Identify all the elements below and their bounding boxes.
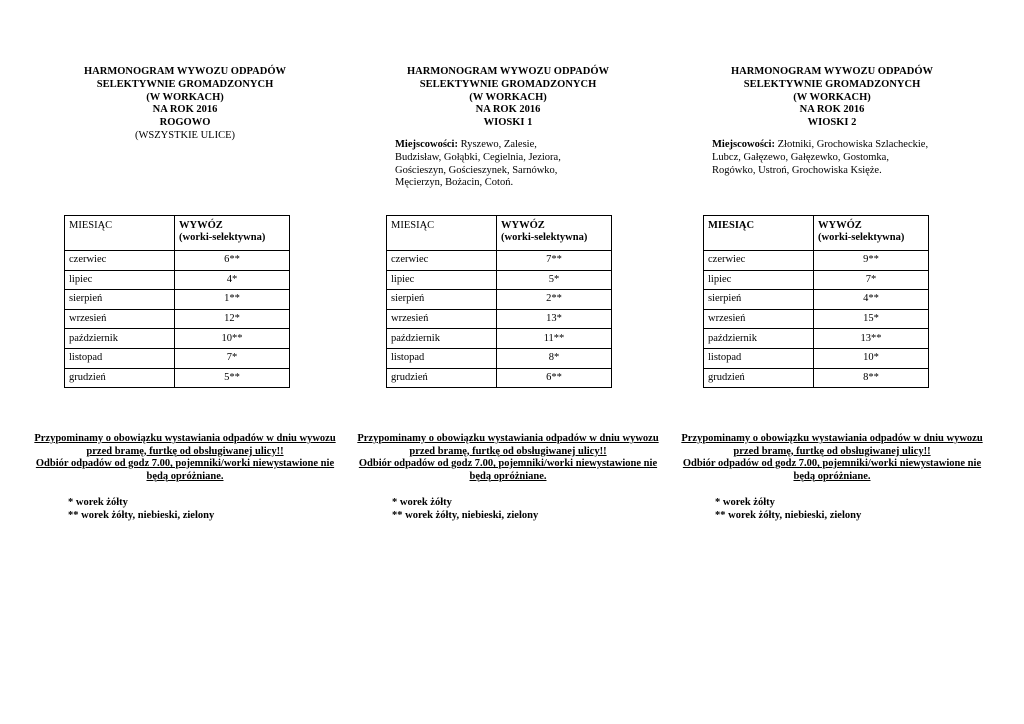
schedule-title [667,66,997,130]
table-row [704,348,929,368]
month-cell: listopad [65,348,175,368]
title-line: HARMONOGRAM WYWOZU ODPADÓW [406,66,610,77]
table-header-row [387,216,612,251]
value-cell: 15* [814,309,929,329]
reminder-line: przed bramę, furtkę od obsługiwanej ulicy!! [409,445,607,457]
value-cell: 13** [814,329,929,349]
table-header-row [704,216,929,251]
schedule-column-3 [667,0,997,724]
value-cell: 11** [497,329,612,349]
title-line: ROGOWO [159,117,211,129]
table-row [65,368,290,388]
month-cell: listopad [387,348,497,368]
schedule-title [343,66,673,130]
month-cell: grudzień [704,368,814,388]
table-row [65,309,290,329]
legend-single: * worek żółty [392,497,452,508]
reminder-line: przed bramę, furtkę od obsługiwanej ulicy!! [86,445,284,457]
reminder-note [20,433,350,483]
towns-label: Miejscowości: [712,139,775,150]
reminder-line: będą opróżniane. [793,470,871,482]
reminder-note [667,433,997,483]
table-row [387,348,612,368]
table-row [387,270,612,290]
towns-line: Rogówko, Ustroń, Grochowiska Księże. [712,164,882,176]
title-line: SELEKTYWNIE GROMADZONYCH [419,78,597,90]
header-value: WYWÓZ (worki-selektywna) [814,216,929,251]
month-cell: lipiec [65,270,175,290]
value-cell: 4* [175,270,290,290]
reminder-note [343,433,673,483]
title-line: SELEKTYWNIE GROMADZONYCH [96,78,274,90]
value-cell: 7* [814,270,929,290]
value-cell: 7* [175,348,290,368]
table-row [704,368,929,388]
title-line: NA ROK 2016 [475,104,541,116]
value-cell: 1** [175,290,290,310]
value-cell: 5* [497,270,612,290]
table-row [387,368,612,388]
value-cell: 8* [497,348,612,368]
month-cell: lipiec [387,270,497,290]
header-value: WYWÓZ (worki-selektywna) [175,216,290,251]
legend-double: ** worek żółty, niebieski, zielony [715,510,862,521]
title-line: (W WORKACH) [793,91,871,103]
towns-line: Lubcz, Gałęzewo, Gałęzewko, Gostomka, [712,151,889,163]
reminder-line: Odbiór odpadów od godz 7.00, pojemniki/worki niewystawione nie [35,458,335,470]
month-cell: czerwiec [65,251,175,271]
reminder-line: Przypominamy o obowiązku wystawiania odpadów w dniu wywozu [681,433,983,444]
table-row [65,251,290,271]
header-month: MIESIĄC [387,216,497,251]
table-row [387,309,612,329]
title-line: WIOSKI 1 [483,117,533,129]
value-cell: 10** [175,329,290,349]
value-cell: 9** [814,251,929,271]
table-row [704,290,929,310]
towns-list [395,139,645,190]
table-row [65,348,290,368]
table-row [704,251,929,271]
month-cell: październik [387,329,497,349]
month-cell: sierpień [387,290,497,310]
table-row [387,251,612,271]
table-row [65,290,290,310]
legend-double: ** worek żółty, niebieski, zielony [392,510,539,521]
title-line: (W WORKACH) [469,91,547,103]
title-line: SELEKTYWNIE GROMADZONYCH [743,78,921,90]
value-cell: 2** [497,290,612,310]
table-row [387,329,612,349]
towns-line: Gościeszyn, Gościeszynek, Sarnówko, [395,164,558,176]
reminder-line: Odbiór odpadów od godz 7.00, pojemniki/worki niewystawione nie [358,458,658,470]
reminder-line: przed bramę, furtkę od obsługiwanej ulicy!! [733,445,931,457]
schedule-column-1 [20,0,350,724]
month-cell: wrzesień [65,309,175,329]
schedule-table [386,215,612,388]
bag-legend [68,496,214,522]
title-line: WIOSKI 2 [807,117,857,129]
towns-line: Męcierzyn, Bożacin, Cotoń. [395,177,514,189]
table-header-row [65,216,290,251]
month-cell: sierpień [704,290,814,310]
reminder-line: będą opróżniane. [146,470,224,482]
month-cell: wrzesień [387,309,497,329]
header-value: WYWÓZ (worki-selektywna) [497,216,612,251]
month-cell: grudzień [65,368,175,388]
reminder-line: będą opróżniane. [469,470,547,482]
towns-line: Złotniki, Grochowiska Szlacheckie, [774,139,929,150]
title-line: NA ROK 2016 [152,104,218,116]
towns-line: Budzisław, Gołąbki, Cegielnia, Jeziora, [395,151,561,163]
reminder-line: Przypominamy o obowiązku wystawiania odpadów w dniu wywozu [357,433,659,444]
month-cell: sierpień [65,290,175,310]
schedule-column-2 [343,0,673,724]
towns-line: Ryszewo, Zalesie, [457,139,537,150]
value-cell: 8** [814,368,929,388]
title-line: HARMONOGRAM WYWOZU ODPADÓW [83,66,287,77]
table-row [704,309,929,329]
schedule-table [703,215,929,388]
month-cell: lipiec [704,270,814,290]
value-cell: 4** [814,290,929,310]
table-row [704,329,929,349]
legend-double: ** worek żółty, niebieski, zielony [68,510,215,521]
header-month: MIESIĄC [65,216,175,251]
title-line: HARMONOGRAM WYWOZU ODPADÓW [730,66,934,77]
header-month: MIESIĄC [704,216,814,251]
value-cell: 6** [497,368,612,388]
value-cell: 6** [175,251,290,271]
legend-single: * worek żółty [68,497,128,508]
month-cell: listopad [704,348,814,368]
month-cell: październik [704,329,814,349]
value-cell: 5** [175,368,290,388]
bag-legend [715,496,861,522]
month-cell: wrzesień [704,309,814,329]
month-cell: październik [65,329,175,349]
schedule-title [20,66,350,143]
title-line: NA ROK 2016 [799,104,865,116]
value-cell: 13* [497,309,612,329]
month-cell: grudzień [387,368,497,388]
table-row [387,290,612,310]
bag-legend [392,496,538,522]
table-row [65,329,290,349]
month-cell: czerwiec [387,251,497,271]
title-line: (W WORKACH) [146,91,224,103]
table-row [704,270,929,290]
value-cell: 10* [814,348,929,368]
month-cell: czerwiec [704,251,814,271]
reminder-line: Przypominamy o obowiązku wystawiania odpadów w dniu wywozu [34,433,336,444]
towns-label: Miejscowości: [395,139,458,150]
value-cell: 12* [175,309,290,329]
reminder-line: Odbiór odpadów od godz 7.00, pojemniki/worki niewystawione nie [682,458,982,470]
title-subtitle: (WSZYSTKIE ULICE) [134,129,236,141]
table-row [65,270,290,290]
legend-single: * worek żółty [715,497,775,508]
value-cell: 7** [497,251,612,271]
towns-list [712,139,962,177]
schedule-table [64,215,290,388]
